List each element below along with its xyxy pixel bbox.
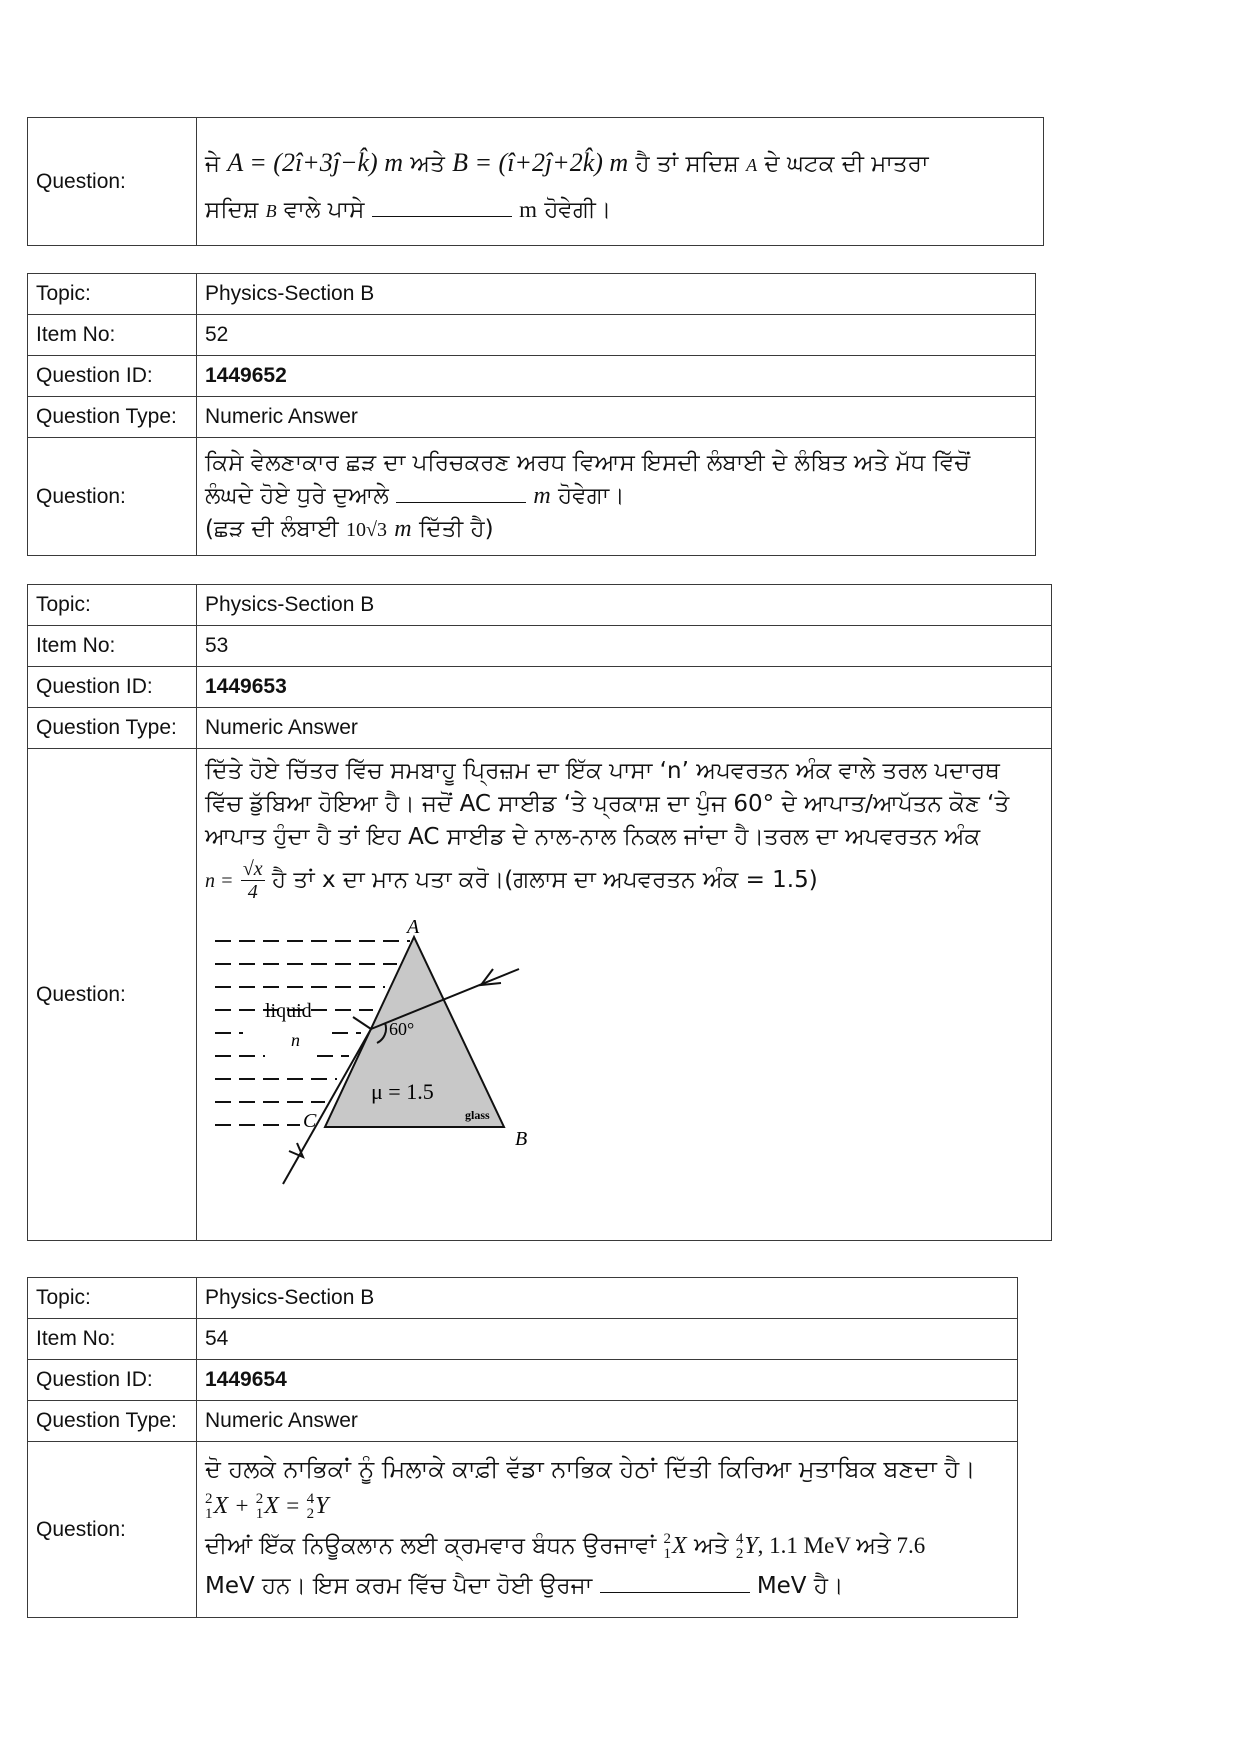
isotope-indices: 4 2	[306, 1490, 315, 1522]
answer-blank	[600, 1592, 750, 1593]
item-no-value: 52	[197, 315, 1036, 356]
q51-text-5: ਸਦਿਸ਼	[205, 197, 259, 223]
q51-text-1: ਜੇ	[205, 151, 221, 177]
glass-label: glass	[465, 1108, 490, 1122]
question-id-label: Question ID:	[28, 356, 197, 397]
symbol-b: B	[265, 201, 277, 221]
q52-line-2a: ਲੰਘਦੇ ਹੋਏ ਧੁਰੇ ਦੁਆਲੇ	[205, 482, 389, 509]
item-no-label: Item No:	[28, 315, 197, 356]
question-type-value: Numeric Answer	[197, 1401, 1018, 1442]
q51-text-7: ਹੋਵੇਗੀ।	[544, 197, 612, 223]
q54-line-3b: ਅਤੇ	[694, 1533, 729, 1559]
q54-line-4b: MeV ਹੈ।	[756, 1573, 844, 1599]
q51-text-4: ਦੇ ਘਟਕ ਦੀ ਮਾਤਰਾ	[764, 151, 929, 177]
topic-label: Topic:	[28, 1278, 197, 1319]
vertex-a-label: A	[407, 919, 420, 938]
isotope-indices: 2 1	[205, 1490, 213, 1522]
question-id-value: 1449653	[197, 667, 1052, 708]
question-text	[197, 118, 1044, 246]
fraction-denominator: 4	[247, 881, 258, 903]
question-table-54	[27, 1277, 1018, 1618]
liquid-label: liquid	[265, 1000, 312, 1022]
question-table-52	[27, 273, 1036, 556]
nucleus-symbol: Y	[744, 1533, 758, 1559]
nucleus-symbol: X	[213, 1493, 229, 1519]
vertex-b-label: B	[515, 1128, 528, 1150]
q52-line-2b: ਹੋਵੇਗਾ।	[558, 482, 625, 509]
ray-arrow-bottom	[289, 1143, 303, 1157]
q52-length-unit: m	[394, 515, 412, 542]
q51-unit: m	[519, 197, 537, 222]
q53-line-1: ਦਿੱਤੇ ਹੋਏ ਚਿੱਤਰ ਵਿੱਚ ਸਮਬਾਹੂ ਪ੍ਰਿਜ਼ਮ ਦਾ ਇੱਕ ਪਾਸਾ ‘n’ ਅਪਵਰਤਨ ਅੰਕ ਵਾਲੇ ਤਰਲ ਪਦਾਰਥ	[205, 758, 1000, 784]
topic-value: Physics-Section B	[197, 274, 1036, 315]
topic-label: Topic:	[28, 585, 197, 626]
question-type-label: Question Type:	[28, 708, 197, 749]
q54-line-1: ਦੋ ਹਲਕੇ ਨਾਭਿਕਾਂ ਨੂੰ ਮਿਲਾਕੇ ਕਾਫ਼ੀ ਵੱਡਾ ਨਾਭਿਕ ਹੇਠਾਂ ਦਿੱਤੀ ਕਿਰਿਆ ਮੁਤਾਬਿਕ ਬਣਦਾ ਹੈ।	[205, 1455, 976, 1483]
question-id-value: 1449654	[197, 1360, 1018, 1401]
question-type-label: Question Type:	[28, 397, 197, 438]
question-table-53	[27, 584, 1052, 1241]
item-no-value: 54	[197, 1319, 1018, 1360]
vector-b-expression: B = (î+2ĵ+2k̂) m	[452, 148, 629, 177]
nucleus-symbol: Y	[315, 1493, 329, 1519]
isotope-indices: 2 1	[255, 1490, 264, 1522]
question-text	[197, 1442, 1018, 1618]
q54-line-3c: , 1.1 MeV ਅਤੇ 7.6	[757, 1533, 926, 1558]
nucleus-symbol: X	[264, 1493, 279, 1519]
symbol-a: A	[746, 155, 758, 175]
question-label: Question:	[28, 438, 197, 556]
q52-line-1: ਕਿਸੇ ਵੇਲਣਾਕਾਰ ਛੜ ਦਾ ਪਰਿਚਕਰਣ ਅਰਧ ਵਿਆਸ ਇਸਦੀ ਲੰਬਾਈ ਦੇ ਲੰਬਿਤ ਅਤੇ ਮੱਧ ਵਿੱਚੋਂ	[205, 449, 970, 476]
q53-line-3: ਆਪਾਤ ਹੁੰਦਾ ਹੈ ਤਾਂ ਇਹ AC ਸਾਈਡ ਦੇ ਨਾਲ-ਨਾਲ ਨਿਕਲ ਜਾਂਦਾ ਹੈ।ਤਰਲ ਦਾ ਅਪਵਰਤਨ ਅੰਕ	[205, 824, 981, 850]
q52-line-3a: (ਛੜ ਦੀ ਲੰਬਾਈ	[205, 515, 339, 542]
liquid-n-label: n	[291, 1030, 300, 1050]
q53-line-4: ਹੈ ਤਾਂ x ਦਾ ਮਾਨ ਪਤਾ ਕਰੋ।(ਗਲਾਸ ਦਾ ਅਪਵਰਤਨ ਅੰਕ = 1.5)	[271, 867, 818, 893]
answer-blank	[396, 502, 526, 503]
rod-length: 10√3	[346, 518, 387, 541]
question-table-51	[27, 117, 1044, 246]
question-type-value: Numeric Answer	[197, 708, 1052, 749]
fusion-equation	[205, 1486, 1009, 1526]
prism-figure	[205, 919, 565, 1189]
equals-sign: =	[286, 1493, 300, 1518]
q51-text-6: ਵਾਲੇ ਪਾਸੇ	[283, 197, 365, 223]
isotope-indices: 2 1	[663, 1530, 672, 1562]
vertex-c-label: C	[303, 1110, 317, 1132]
isotope-indices: 4 2	[735, 1530, 744, 1562]
question-label: Question:	[28, 118, 197, 246]
topic-value: Physics-Section B	[197, 1278, 1018, 1319]
refractive-index-fraction	[241, 858, 265, 903]
item-no-label: Item No:	[28, 1319, 197, 1360]
glass-mu-label: μ = 1.5	[371, 1079, 434, 1104]
answer-blank	[372, 216, 512, 217]
item-no-label: Item No:	[28, 626, 197, 667]
q52-unit: m	[533, 482, 551, 509]
plus-sign: +	[235, 1493, 249, 1518]
nucleus-symbol: X	[672, 1533, 687, 1559]
q54-line-4a: MeV ਹਨ। ਇਸ ਕਰਮ ਵਿੱਚ ਪੈਦਾ ਹੋਈ ਉਰਜਾ	[205, 1573, 593, 1599]
question-id-label: Question ID:	[28, 1360, 197, 1401]
question-type-value: Numeric Answer	[197, 397, 1036, 438]
question-text	[197, 438, 1036, 556]
vector-a-expression: A = (2î+3ĵ−k̂) m	[227, 148, 403, 177]
question-text	[197, 749, 1052, 1241]
q54-line-3a: ਦੀਆਂ ਇੱਕ ਨਿਊਕਲਾਨ ਲਈ ਕ੍ਰਮਵਾਰ ਬੰਧਨ ਉਰਜਾਵਾਂ	[205, 1533, 657, 1559]
normal-line	[353, 1017, 371, 1029]
question-type-label: Question Type:	[28, 1401, 197, 1442]
n-equals: n =	[205, 870, 234, 892]
q51-text-2: ਅਤੇ	[410, 151, 445, 177]
question-label: Question:	[28, 1442, 197, 1618]
angle-label: 60°	[389, 1019, 415, 1039]
topic-value: Physics-Section B	[197, 585, 1052, 626]
fraction-numerator: √x	[242, 858, 263, 880]
q51-text-3: ਹੈ ਤਾਂ ਸਦਿਸ਼	[635, 151, 739, 177]
topic-label: Topic:	[28, 274, 197, 315]
q53-line-2: ਵਿੱਚ ਡੁੱਬਿਆ ਹੋਇਆ ਹੈ। ਜਦੋਂ AC ਸਾਈਡ ‘ਤੇ ਪ੍ਰਕਾਸ਼ ਦਾ ਪੁੰਜ 60° ਦੇ ਆਪਾਤ/ਆਪੱਤਨ ਕੋਣ ‘ਤੇ	[205, 791, 1010, 817]
question-id-label: Question ID:	[28, 667, 197, 708]
item-no-value: 53	[197, 626, 1052, 667]
question-id-value: 1449652	[197, 356, 1036, 397]
question-label: Question:	[28, 749, 197, 1241]
q52-line-3b: ਦਿੱਤੀ ਹੈ)	[418, 515, 494, 542]
